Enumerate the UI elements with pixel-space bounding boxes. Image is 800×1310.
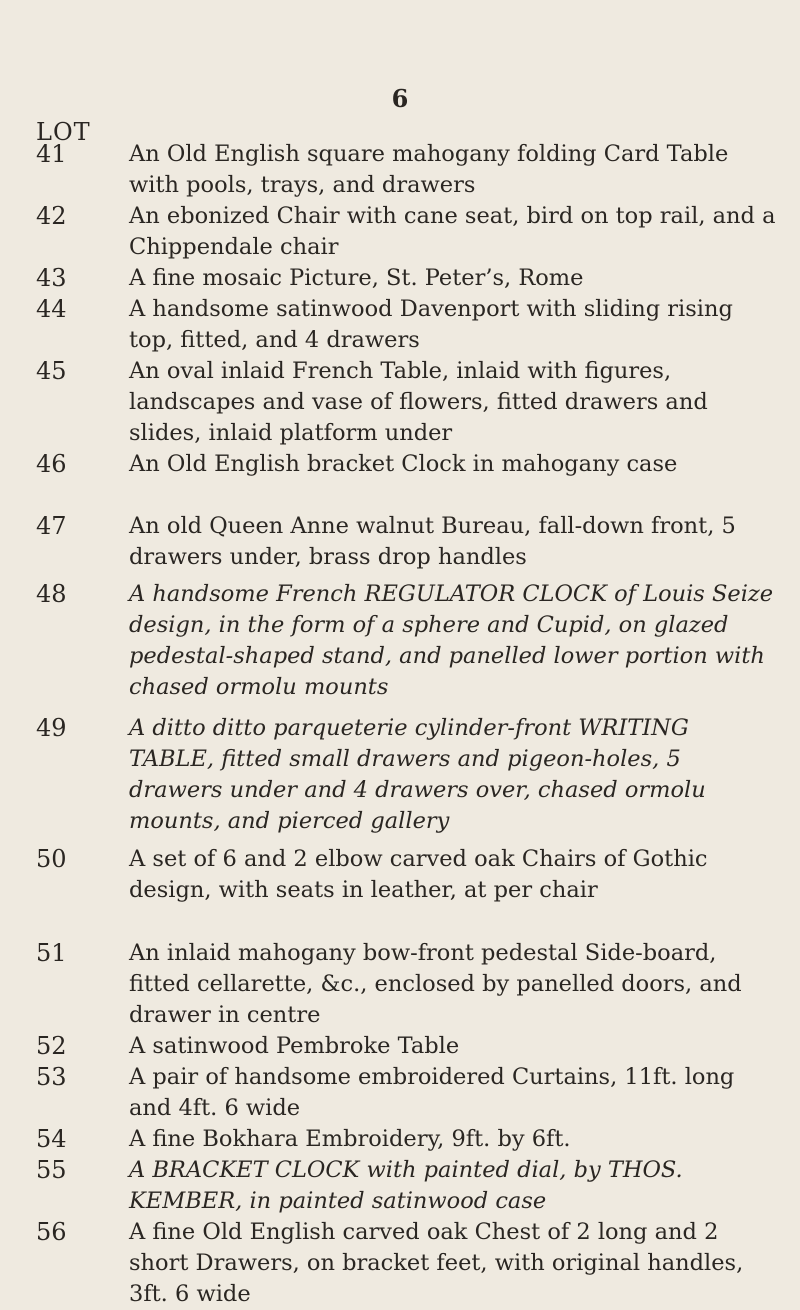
lot-description: A pair of handsome embroidered Curtains, 11ft. long and 4ft. 6 wide [129,1064,735,1121]
lot-number: 47 [36,512,67,540]
lot-description: A set of 6 and 2 elbow carved oak Chairs of Gothic design, with seats in leather, at per chair [129,846,708,903]
lot-description: An Old English square mahogany folding Card Table with pools, trays, and drawers [129,141,729,198]
lot-number: 41 [36,140,67,168]
lot-description: An oval inlaid French Table, inlaid with figures, landscapes and vase of flowers, fitted drawers and slides, inlaid platform under [129,358,708,446]
lot-description: A ditto ditto parqueterie cylinder-front WRITING TABLE, fitted small drawers and pigeon-holes, 5 drawers under and 4 drawers over, chased ormolu mounts, and pierced gallery [129,715,706,834]
lot-description: An ebonized Chair with cane seat, bird on top rail, and a Chippendale chair [129,203,776,260]
lot-description: A fine Old English carved oak Chest of 2 long and 2 short Drawers, on bracket feet, with original handles, 3ft. 6 wide [129,1219,744,1307]
lot-description: A fine mosaic Picture, St. Peter’s, Rome [129,265,584,291]
lot-number: 56 [36,1218,67,1246]
lot-description: An inlaid mahogany bow-front pedestal Side-board, fitted cellarette, &c., enclosed by panelled doors, and drawer in centre [129,940,742,1028]
lot-number: 51 [36,939,67,967]
lot-number: 48 [36,580,67,608]
lot-number: 53 [36,1063,67,1091]
lot-description: An old Queen Anne walnut Bureau, fall-down front, 5 drawers under, brass drop handles [129,513,736,570]
lot-header: LOT [36,118,91,146]
lot-number: 55 [36,1156,67,1184]
lot-description: A fine Bokhara Embroidery, 9ft. by 6ft. [129,1126,571,1152]
lot-description: An Old English bracket Clock in mahogany case [129,451,678,477]
lot-description: A satinwood Pembroke Table [129,1033,460,1059]
lot-number: 54 [36,1125,67,1153]
lot-number: 44 [36,295,67,323]
lot-number: 45 [36,357,67,385]
lot-description: A handsome French REGULATOR CLOCK of Louis Seize design, in the form of a sphere and Cupid, on glazed pedestal-shaped stand, and panelled lower portion with chased ormolu mounts [129,581,774,700]
lot-number: 50 [36,845,67,873]
lot-description: A BRACKET CLOCK with painted dial, by THOS. KEMBER, in painted satinwood case [129,1157,683,1214]
lot-number: 52 [36,1032,67,1060]
lot-number: 49 [36,714,67,742]
lot-number: 43 [36,264,67,292]
lot-description: A handsome satinwood Davenport with sliding rising top, fitted, and 4 drawers [129,296,733,353]
page-number: 6 [391,84,409,113]
lot-number: 42 [36,202,67,230]
lot-number: 46 [36,450,67,478]
